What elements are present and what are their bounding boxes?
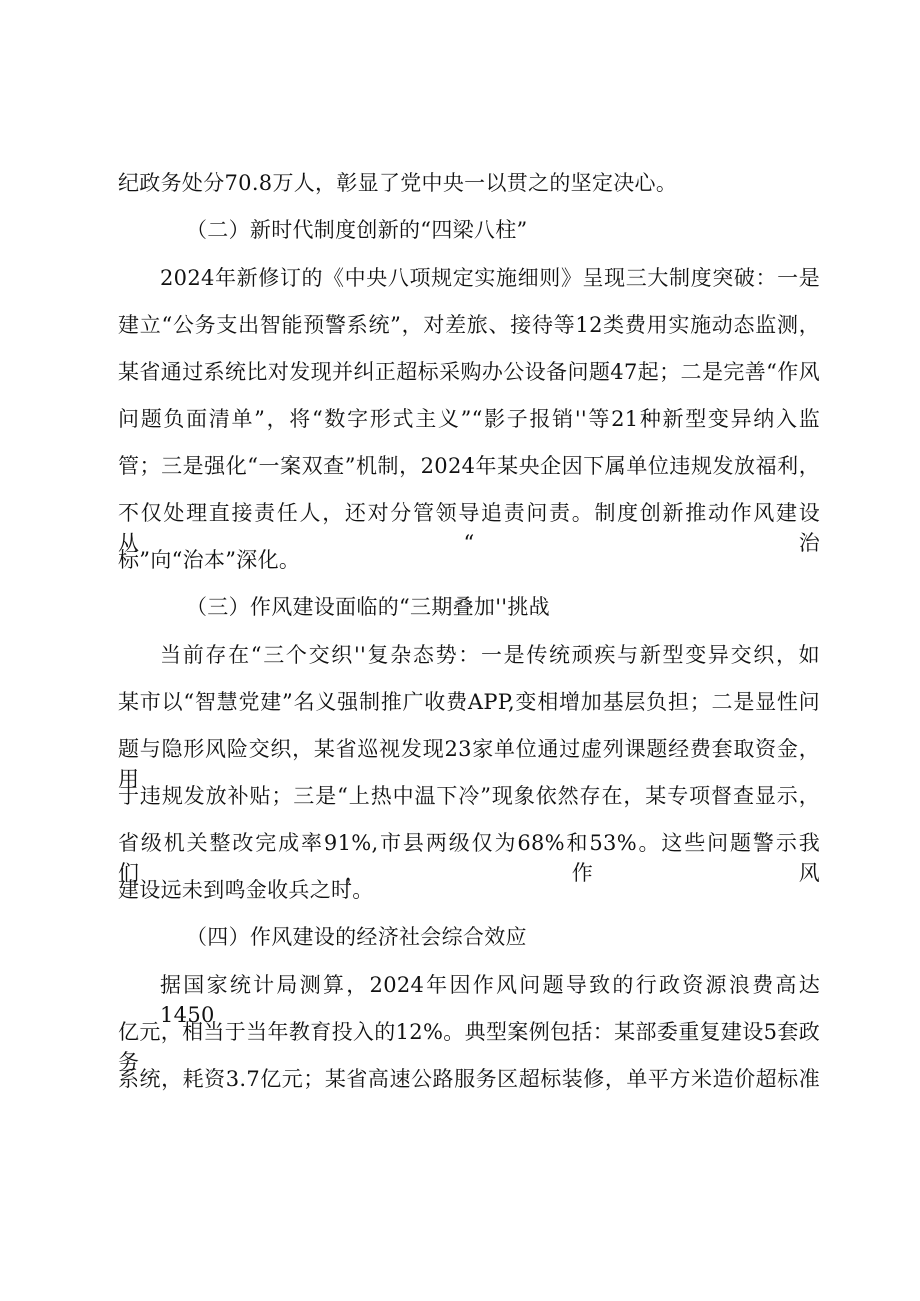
paragraph-line: 2024年新修订的《中央八项规定实施细则》呈现三大制度突破：一是 [160,266,820,290]
paragraph-line: 据国家统计局测算，2024年因作风问题导致的行政资源浪费高达1450 [160,973,820,1027]
paragraph-line: 问题负面清单”，将“数字形式主义”“影子报销''等21种新型变异纳入监 [118,407,820,431]
paragraph-line: 纪政务处分70.8万人，彰显了党中央一以贯之的坚定决心。 [118,171,678,195]
paragraph-line: 标”向“治本”深化。 [118,548,301,572]
paragraph-line: 亿元，相当于当年教育投入的12%。典型案例包括：某部委重复建设5套政务 [118,1020,820,1074]
paragraph-line: 当前存在“三个交织''复杂态势：一是传统顽疾与新型变异交织，如 [160,643,820,667]
paragraph-line: 省级机关整改完成率91%,市县两级仅为68%和53%。这些问题警示我们，作风 [118,831,820,885]
paragraph-line: 某市以“智慧党建”名义强制推广收费APP,变相增加基层负担；二是显性问 [118,690,820,714]
section-heading-4: （四）作风建设的经济社会综合效应 [186,925,527,949]
paragraph-line: 管；三是强化“一案双查”机制，2024年某央企因下属单位违规发放福利， [118,454,820,478]
paragraph-line: 于违规发放补贴；三是“上热中温下冷”现象依然存在，某专项督查显示， [118,784,820,808]
paragraph-line: 建立“公务支出智能预警系统”，对差旅、接待等12类费用实施动态监测， [118,313,820,337]
section-heading-3: （三）作风建设面临的“三期叠加''挑战 [186,595,550,619]
paragraph-line: 题与隐形风险交织，某省巡视发现23家单位通过虚列课题经费套取资金，用 [118,737,820,791]
paragraph-line: 建设远未到鸣金收兵之时。 [118,878,374,902]
paragraph-line: 不仅处理直接责任人，还对分管领导追责问责。制度创新推动作风建设从“治 [118,501,820,555]
paragraph-line: 系统，耗资3.7亿元；某省高速公路服务区超标装修，单平方米造价超标准 [118,1067,820,1091]
paragraph-line: 某省通过系统比对发现并纠正超标采购办公设备问题47起；二是完善“作风 [118,360,820,384]
section-heading-2: （二）新时代制度创新的“四梁八柱” [186,218,528,242]
